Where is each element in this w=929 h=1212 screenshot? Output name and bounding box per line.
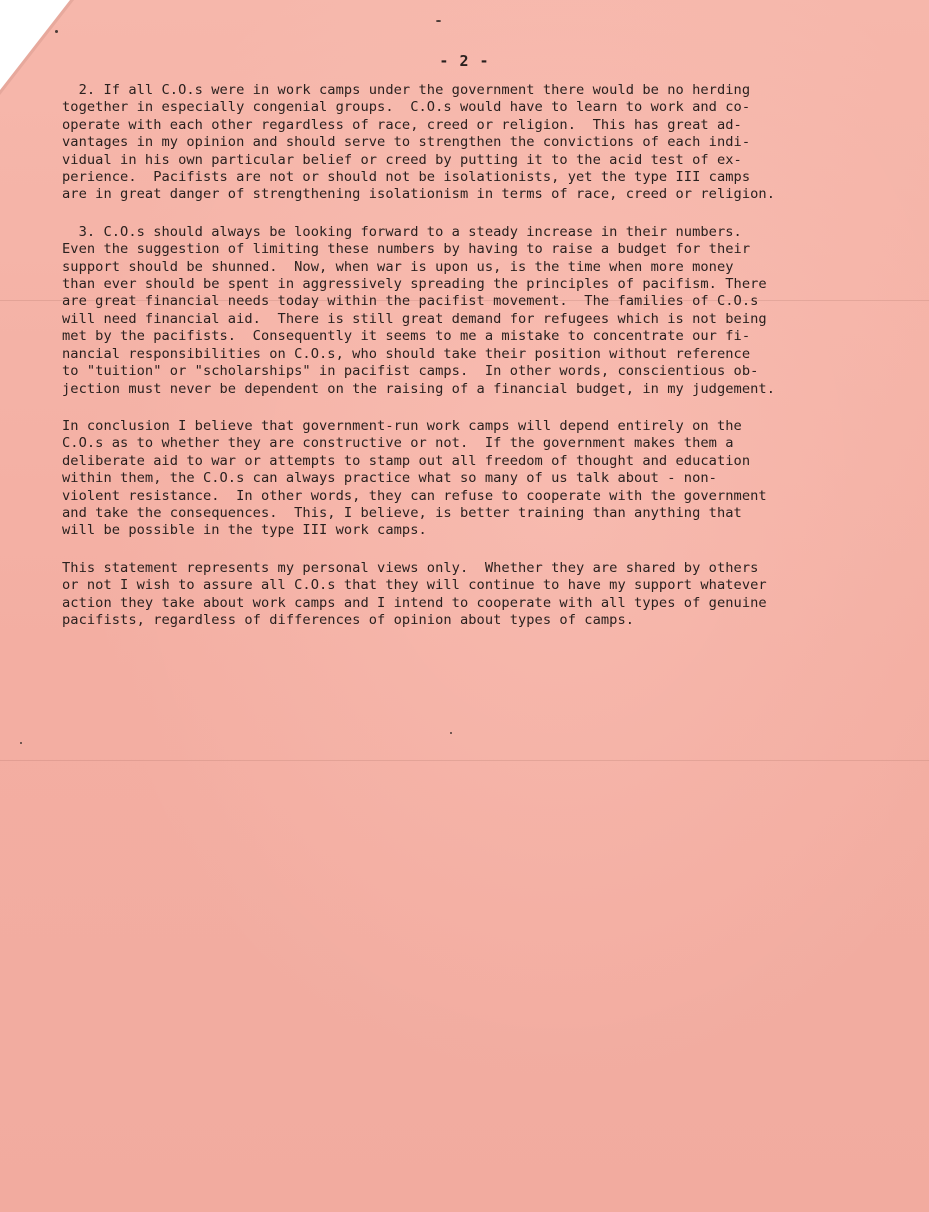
text-line: than ever should be spent in aggressively spreading the principles of pacifism. There <box>62 276 767 293</box>
text-line: operate with each other regardless of race, creed or religion. This has great ad- <box>62 116 742 133</box>
text-line: C.O.s as to whether they are constructive or not. If the government makes them a <box>62 435 734 452</box>
document-body <box>62 82 872 649</box>
ink-speck <box>55 30 58 33</box>
text-line: pacifists, regardless of differences of opinion about types of camps. <box>62 611 635 628</box>
text-line: perience. Pacifists are not or should not be isolationists, yet the type III camps <box>62 169 751 186</box>
text-line: will be possible in the type III work camps. <box>62 522 427 539</box>
page-number: - 2 - <box>439 52 490 70</box>
text-line: or not I wish to assure all C.O.s that they will continue to have my support whatever <box>62 577 767 594</box>
text-line: vantages in my opinion and should serve to strengthen the convictions of each indi- <box>62 134 751 151</box>
paragraph-statement <box>62 560 872 630</box>
text-line: will need financial aid. There is still great demand for refugees which is not being <box>62 310 767 327</box>
text-line: are in great danger of strengthening isolationism in terms of race, creed or religion. <box>62 186 775 203</box>
text-line: to "tuition" or "scholarships" in pacifist camps. In other words, conscientious ob- <box>62 363 759 380</box>
text-line: 3. C.O.s should always be looking forward to a steady increase in their numbers. <box>62 223 742 240</box>
paper-crease <box>0 760 929 761</box>
text-line: violent resistance. In other words, they can refuse to cooperate with the government <box>62 487 767 504</box>
text-line: action they take about work camps and I intend to cooperate with all types of genuine <box>62 594 767 611</box>
paragraph-point-2 <box>62 82 872 204</box>
text-line: nancial responsibilities on C.O.s, who should take their position without reference <box>62 345 751 362</box>
text-line: support should be shunned. Now, when war is upon us, is the time when more money <box>62 258 734 275</box>
text-line: are great financial needs today within the pacifist movement. The families of C.O.s <box>62 293 759 310</box>
text-line: This statement represents my personal views only. Whether they are shared by others <box>62 559 759 576</box>
text-line: met by the pacifists. Consequently it seems to me a mistake to concentrate our fi- <box>62 328 751 345</box>
text-line: together in especially congenial groups. C.O.s would have to learn to work and co- <box>62 99 751 116</box>
ink-speck <box>436 20 441 22</box>
text-line: Even the suggestion of limiting these numbers by having to raise a budget for their <box>62 241 751 258</box>
text-line: and take the consequences. This, I believe, is better training than anything that <box>62 504 742 521</box>
text-line: jection must never be dependent on the raising of a financial budget, in my judgement. <box>62 380 775 397</box>
ink-speck <box>20 742 22 744</box>
paragraph-conclusion <box>62 418 872 540</box>
text-line: vidual in his own particular belief or creed by putting it to the acid test of ex- <box>62 151 742 168</box>
text-line: deliberate aid to war or attempts to stamp out all freedom of thought and education <box>62 452 751 469</box>
folded-corner <box>0 0 70 90</box>
text-line: within them, the C.O.s can always practice what so many of us talk about - non- <box>62 470 717 487</box>
text-line: In conclusion I believe that government-run work camps will depend entirely on the <box>62 417 742 434</box>
paragraph-point-3 <box>62 224 872 398</box>
ink-speck <box>450 732 452 734</box>
text-line: 2. If all C.O.s were in work camps under the government there would be no herding <box>62 82 751 98</box>
